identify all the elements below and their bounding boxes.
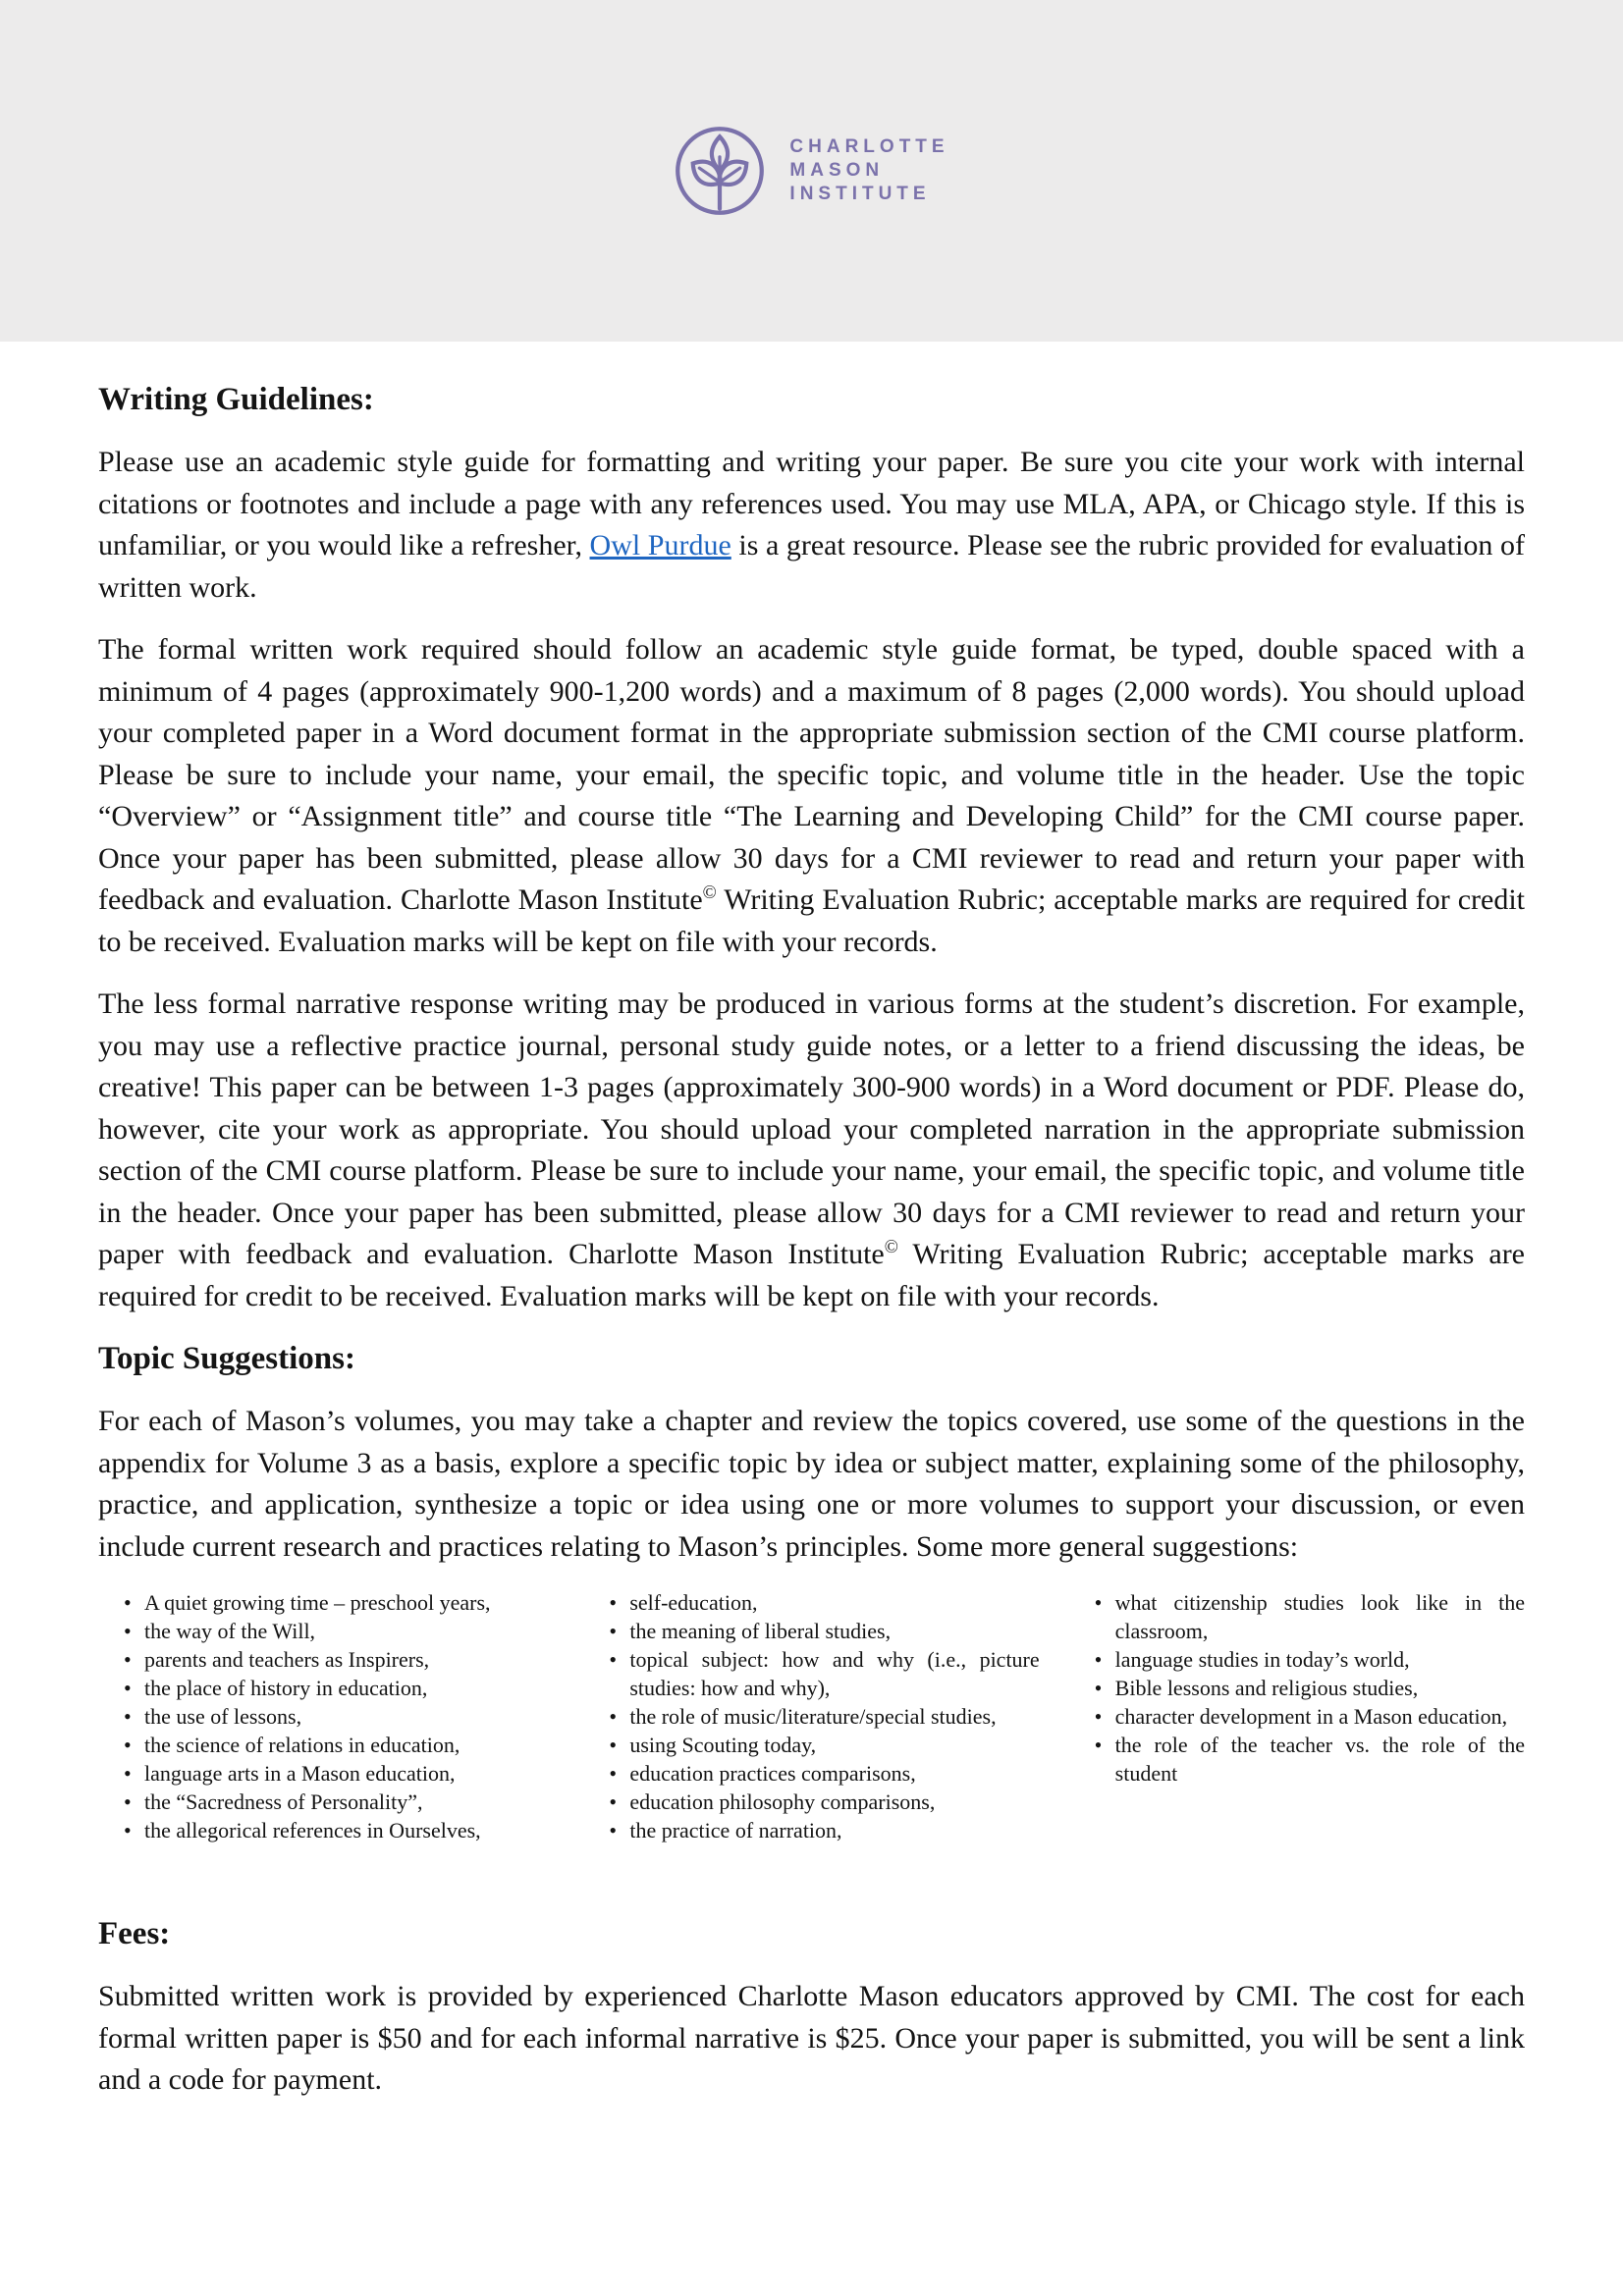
paragraph-style-guide [98,442,1525,609]
bullet-icon: • [124,1619,132,1643]
copyright-superscript: © [702,882,717,903]
bullet-icon: • [124,1761,132,1786]
copyright-superscript: © [884,1237,898,1257]
bullet-column-2 [583,1588,1039,1844]
bullet-icon: • [124,1733,132,1757]
list-item: • the way of the Will, [98,1617,554,1645]
list-item: • the meaning of liberal studies, [583,1617,1039,1645]
paragraph-formal-work [98,629,1525,963]
owl-purdue-link[interactable]: Owl Purdue [589,529,731,561]
text-segment: is a great resource. Please see the rubric provided for evaluation of written work. [98,529,1525,604]
bullet-icon: • [1094,1704,1103,1729]
bullet-icon: • [124,1647,132,1672]
bullet-icon: • [1094,1647,1103,1672]
logo-line-1: CHARLOTTE [789,136,949,157]
list-item: • language arts in a Mason education, [98,1759,554,1788]
writing-guidelines-heading: Writing Guidelines: [98,382,374,417]
logo-line-2: MASON [789,160,885,181]
list-item: • topical subject: how and why (i.e., picture studies: how and why), [583,1645,1039,1702]
bullet-icon: • [124,1590,132,1615]
text-segment: Please use an academic style guide for formatting and writing your paper. Be sure you cite your work with internal citations or footnotes and include a page with any references used. You may use MLA, APA, or Chicago style. If this is unfamiliar, or you would like a refresher, [98,446,1525,561]
cmi-logo [674,125,948,217]
list-item: • character development in a Mason education, [1069,1702,1525,1731]
bullet-icon: • [609,1818,618,1842]
fees-heading: Fees: [98,1916,171,1951]
list-item: • self-education, [583,1588,1039,1617]
bullet-icon: • [124,1789,132,1814]
bullet-column-3 [1069,1588,1525,1844]
bullet-icon: • [124,1818,132,1842]
text-segment: Writing Evaluation Rubric; acceptable marks are required for credit to be received. Evaluation marks will be kept on file with your records. [98,1238,1525,1312]
paragraph-informal-narration [98,984,1525,1317]
paragraph-topic-intro: For each of Mason’s volumes, you may take a chapter and review the topics covered, use some of the questions in the appendix for Volume 3 as a basis, explore a specific topic by idea or subject matter, explaining some of the philosophy, practice, and application, synthesize a topic or idea using one or more volumes to support your discussion, or even include current research and practices relating to Mason’s principles. Some more general suggestions: [98,1405,1525,1563]
list-item: • the role of the teacher vs. the role of the student [1069,1731,1525,1788]
bullet-icon: • [609,1733,618,1757]
list-item: • language studies in today’s world, [1069,1645,1525,1674]
list-item: • education philosophy comparisons, [583,1788,1039,1816]
list-item: • parents and teachers as Inspirers, [98,1645,554,1674]
logo-line-3: INSTITUTE [789,184,931,204]
bullet-icon: • [609,1590,618,1615]
text-segment: Writing Evaluation Rubric; acceptable marks are required for credit to be received. Evaluation marks will be kept on file with your records. [98,883,1526,958]
bullet-icon: • [124,1704,132,1729]
list-item: • using Scouting today, [583,1731,1039,1759]
bullet-icon: • [609,1704,618,1729]
topic-suggestions-heading: Topic Suggestions: [98,1341,355,1376]
leaf-circle-icon [674,125,766,217]
bullet-column-1 [98,1588,554,1844]
list-item: • the practice of narration, [583,1816,1039,1844]
list-item: • the allegorical references in Ourselves, [98,1816,554,1844]
bullet-icon: • [609,1761,618,1786]
bullet-icon: • [1094,1676,1103,1700]
list-item: • Bible lessons and religious studies, [1069,1674,1525,1702]
bullet-icon: • [124,1676,132,1700]
list-item: • A quiet growing time – preschool years, [98,1588,554,1617]
list-item: • the science of relations in education, [98,1731,554,1759]
list-item: • the place of history in education, [98,1674,554,1702]
list-item: • the role of music/literature/special studies, [583,1702,1039,1731]
list-item: • what citizenship studies look like in the classroom, [1069,1588,1525,1645]
bullet-icon: • [609,1789,618,1814]
header-band [0,0,1623,342]
text-segment: The less formal narrative response writing may be produced in various forms at the student’s discretion. For example, you may use a reflective practice journal, personal study guide notes, or a letter to a friend discussing the ideas, be creative! This paper can be between 1-3 pages (approximately 300-900 words) in a Word document or PDF. Please do, however, cite your work as appropriate. You should upload your completed narration in the appropriate submission section of the CMI course platform. Please be sure to include your name, your email, the specific topic, and volume title in the header. Once your paper has been submitted, please allow 30 days for a CMI reviewer to read and return your paper with feedback and evaluation. Charlotte Mason Institute [98,988,1525,1270]
bullet-icon: • [609,1647,618,1672]
list-item: • education practices comparisons, [583,1759,1039,1788]
text-segment: The formal written work required should follow an academic style guide format, be typed, double spaced with a minimum of 4 pages (approximately 900-1,200 words) and a maximum of 8 pages (2,000 words). You should upload your completed paper in a Word document format in the appropriate submission section of the CMI course platform. Please be sure to include your name, your email, the specific topic, and volume title in the header. Use the topic “Overview” or “Assignment title” and course title “The Learning and Developing Child” for the CMI course paper. Once your paper has been submitted, please allow 30 days for a CMI reviewer to read and return your paper with feedback and evaluation. Charlotte Mason Institute [98,633,1525,916]
logo-wordmark [789,135,948,206]
paragraph-fees: Submitted written work is provided by experienced Charlotte Mason educators approved by CMI. The cost for each formal written paper is $50 and for each informal narrative is $25. Once your paper is submitted, you will be sent a link and a code for payment. [98,1980,1525,2096]
list-item: • the “Sacredness of Personality”, [98,1788,554,1816]
topic-suggestions-list [98,1588,1525,1844]
bullet-icon: • [1094,1590,1103,1615]
bullet-icon: • [609,1619,618,1643]
list-item: • the use of lessons, [98,1702,554,1731]
document-body [0,342,1623,2102]
bullet-icon: • [1094,1733,1103,1757]
